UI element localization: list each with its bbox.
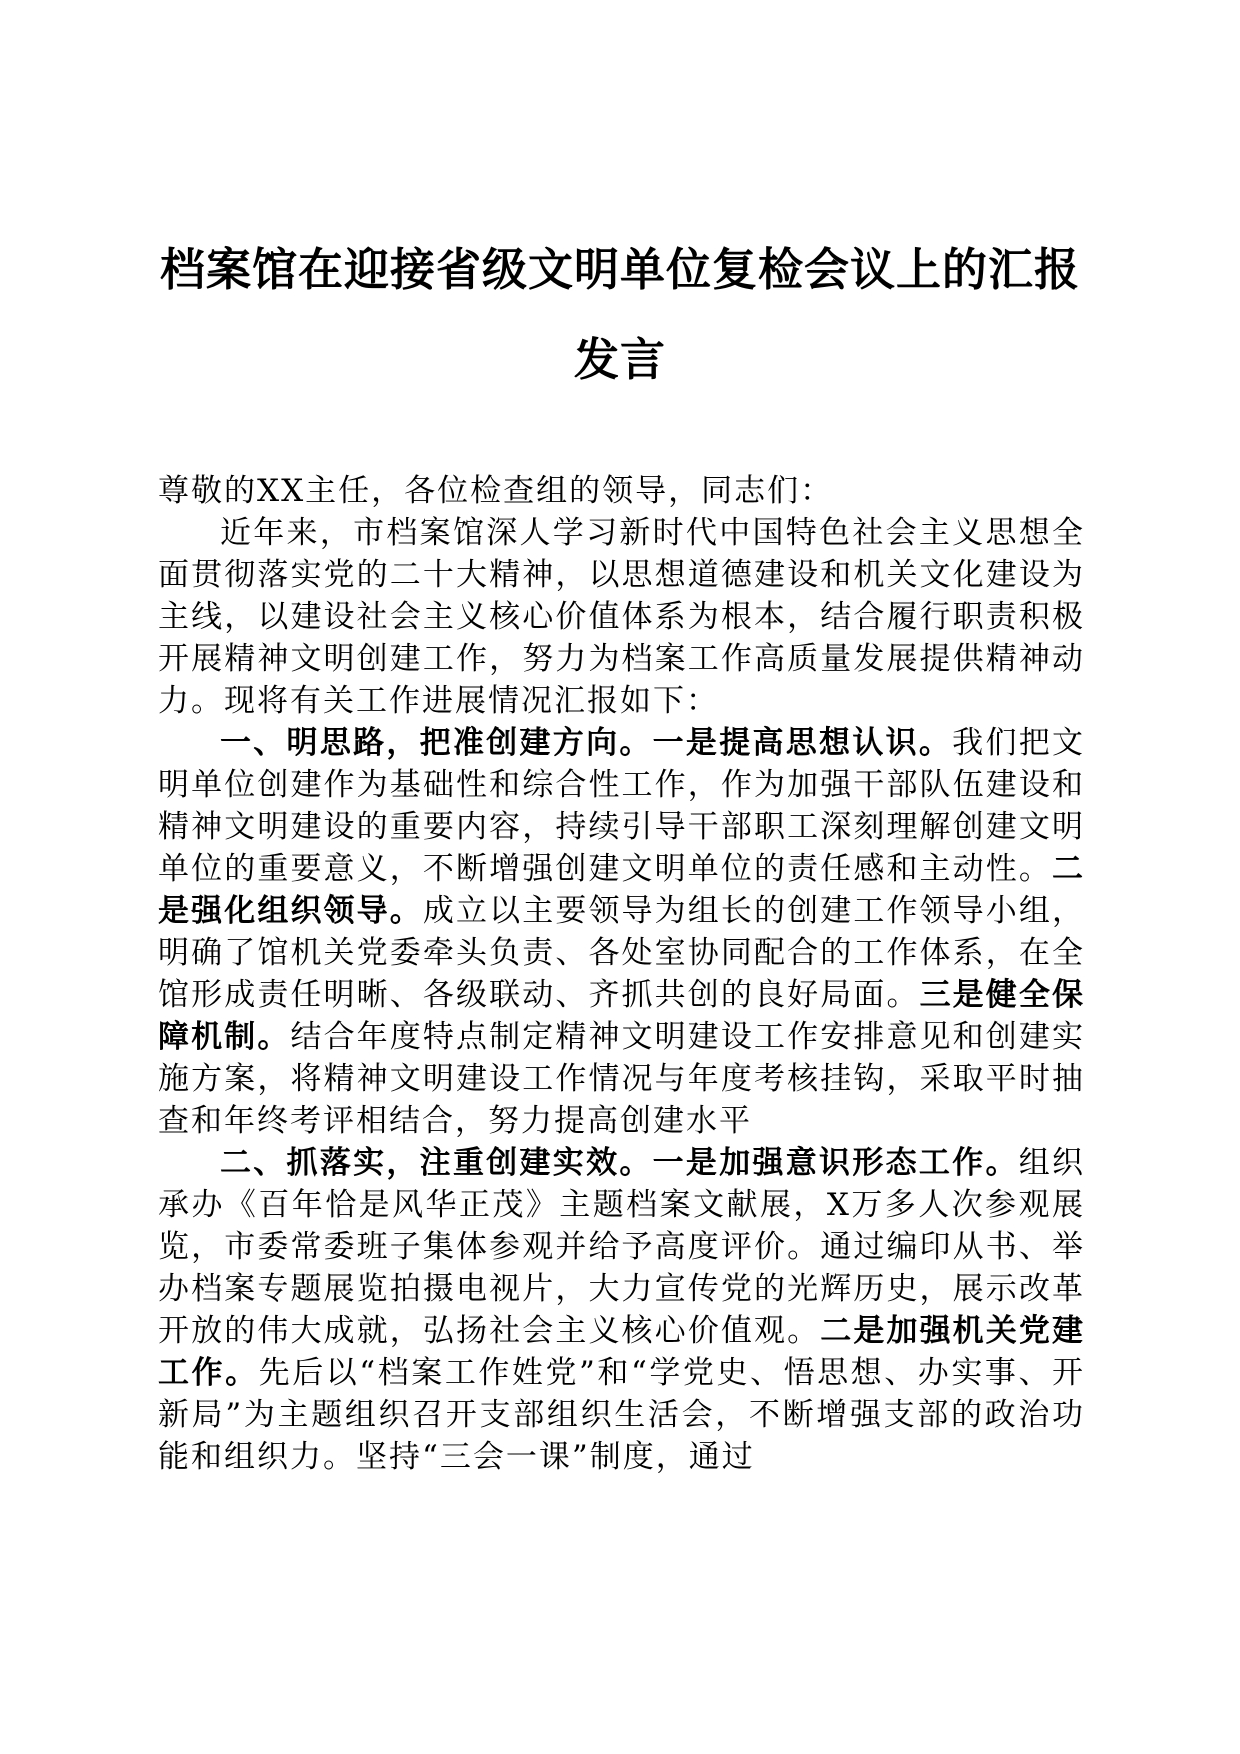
salutation: 尊敬的XX主任，各位检查组的领导，同志们：	[158, 473, 834, 509]
section-1-item-1-label: 一是提高思想认识。	[652, 725, 953, 761]
section-2-heading: 二、抓落实，注重创建实效。	[220, 1145, 653, 1181]
section-1-item-3-text: 结合年度特点制定精神文明建设工作安排意见和创建实施方案，将精神文明建设工作情况与年度考核挂钩，采取平时抽查和年终考评相结合，努力提高创建水平	[158, 1019, 1086, 1139]
document-body	[158, 470, 1085, 1478]
section-2-paragraph	[158, 1142, 1085, 1478]
section-2-item-1-label: 一是加强意识形态工作。	[652, 1145, 1019, 1181]
document-title: 档案馆在迎接省级文明单位复检会议上的汇报发言	[159, 243, 1080, 386]
section-1-item-1-text: 我们把文明单位创建作为基础性和综合性工作，作为加强干部队伍建设和精神文明建设的重要内容，持续引导干部职工深刻理解创建文明单位的重要意义，不断增强创建文明单位的责任感和主动性。	[158, 725, 1086, 887]
section-1-item-2-text: 成立以主要领导为组长的创建工作领导小组，明确了馆机关党委牵头负责、各处室协同配合的工作体系，在全馆形成责任明晰、各级联动、齐抓共创的良好局面。	[158, 893, 1085, 1013]
intro-paragraph: 近年来，市档案馆深人学习新时代中国特色社会主义思想全面贯彻落实党的二十大精神，以思想道德建设和机关文化建设为主线，以建设社会主义核心价值体系为根本，结合履行职责积极开展精神文明创建工作，努力为档案工作高质量发展提供精神动力。现将有关工作进展情况汇报如下：	[158, 515, 1085, 719]
section-2-item-2-text: 先后以“档案工作姓党”和“学党史、悟思想、办实事、开新局”为主题组织召开支部组织生活会，不断增强支部的政治功能和组织力。坚持“三会一课”制度，通过	[158, 1355, 1085, 1475]
section-2-item-1-text: 组织承办《百年恰是风华正茂》主题档案文献展，X万多人次参观展览，市委常委班子集体参观并给予高度评价。通过编印从书、举办档案专题展览拍摄电视片，大力宣传党的光辉历史，展示改革开放的伟大成就，弘扬社会主义核心价值观。	[158, 1145, 1086, 1349]
section-2-item-2-label: 二是加强机关党建工作。	[158, 1313, 1086, 1391]
section-1-item-3-label: 三是健全保障机制。	[158, 977, 1086, 1055]
section-1-heading: 一、明思路，把准创建方向。	[220, 725, 653, 761]
section-1-paragraph	[158, 722, 1085, 1142]
section-1-item-2-label: 二是强化组织领导。	[158, 851, 1085, 929]
